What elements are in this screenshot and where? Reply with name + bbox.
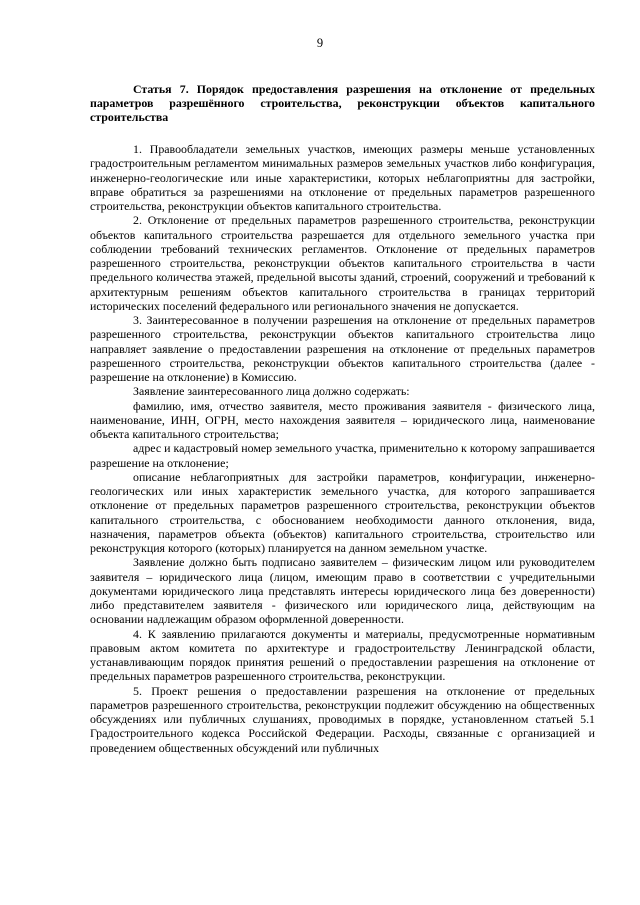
application-item-applicant: фамилию, имя, отчество заявителя, место проживания заявителя - физического лица, наименование, ИНН, ОГРН, место нахождения заявителя – юридического лица, наименование объекта капитального строительства; [90, 398, 595, 441]
application-signature-requirement: Заявление должно быть подписано заявителем – физическим лицом или руководителем заявителя – юридического лица (лицом, имеющим право в соответствии с учредительными документами юридического лица представлять интересы юридического лица без доверенности) либо представителем заявителя - физического или юридического лица, действующим на основании надлежащим образом оформленной доверенности. [90, 555, 595, 627]
article-body [90, 142, 595, 755]
paragraph-2: 2. Отклонение от предельных параметров разрешенного строительства, реконструкции объектов капитального строительства разрешается для отдельного земельного участка при соблюдении требований технических регламентов. Отклонение от предельных параметров разрешенного строительства, реконструкции объектов капитального строительства в части предельного количества этажей, предельной высоты зданий, строений, сооружений и требований к архитектурным решениям объектов капитального строительства в границах территорий исторических поселений федерального или регионального значения не допускается. [90, 213, 595, 313]
application-item-description: описание неблагоприятных для застройки параметров, конфигурации, инженерно-геологических или иных характеристик земельного участка, для которого запрашивается отклонение от предельных параметров разрешенного строительства, реконструкции объектов капитального строительства, с обоснованием необходимости данного отклонения, вида, назначения, параметров объекта (объектов) капитального строительства, строительство или реконструкция которого (которых) планируется на данном земельном участке. [90, 469, 595, 555]
paragraph-5: 5. Проект решения о предоставлении разрешения на отклонение от предельных параметров разрешенного строительства, реконструкции подлежит обсуждению на общественных обсуждениях или публичных слушаниях, проводимых в порядке, установленном статьей 5.1 Градостроительного кодекса Российской Федерации. Расходы, связанные с организацией и проведением общественных обсуждений или публичных [90, 683, 595, 755]
paragraph-4: 4. К заявлению прилагаются документы и материалы, предусмотренные нормативным правовым актом комитета по архитектуре и градостроительству Ленинградской области, устанавливающим порядок принятия решений о предоставлении разрешения на отклонение от предельных параметров разрешенного строительства, реконструкции. [90, 626, 595, 684]
paragraph-3: 3. Заинтересованное в получении разрешения на отклонение от предельных параметров разрешенного строительства, реконструкции объектов капитального строительства лицо направляет заявление о предоставлении разрешения на отклонение от предельных параметров разрешенного строительства, реконструкции объектов капитального строительства (далее - разрешение на отклонение) в Комиссию. [90, 313, 595, 384]
application-item-address: адрес и кадастровый номер земельного участка, применительно к которому запрашивается разрешение на отклонение; [90, 441, 595, 470]
paragraph-1: 1. Правообладатели земельных участков, имеющих размеры меньше установленных градостроительным регламентом минимальных размеров земельных участков либо конфигурация, инженерно-геологические или иные характеристики, которых неблагоприятны для застройки, вправе обратиться за разрешениями на отклонение от предельных параметров разрешенного строительства, реконструкции объектов капитального строительства. [90, 142, 595, 213]
application-contents-intro: Заявление заинтересованного лица должно содержать: [133, 384, 410, 399]
article-heading: Статья 7. Порядок предоставления разрешения на отклонение от предельных параметров разрешённого строительства, реконструкции объектов капитального строительства [90, 82, 595, 125]
page-number: 9 [316, 36, 324, 50]
